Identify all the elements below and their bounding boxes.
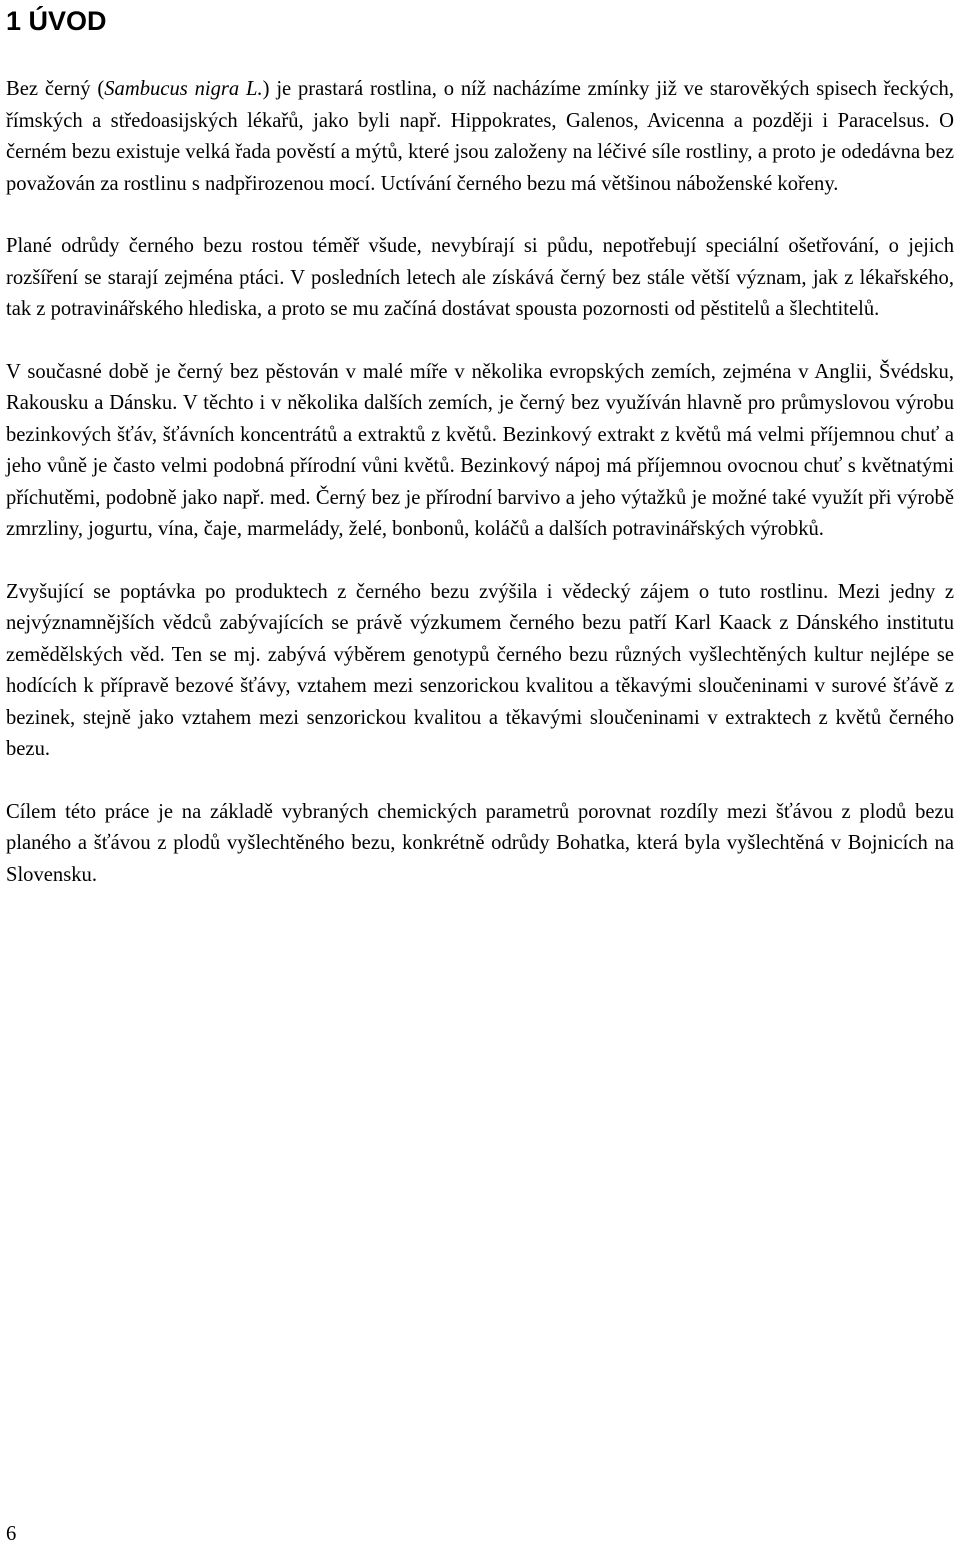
latin-name: Sambucus nigra L. bbox=[104, 78, 263, 100]
section-heading: 1 ÚVOD bbox=[6, 6, 107, 36]
paragraph-aim: Cílem této práce je na základě vybraných chemických parametrů porovnat rozdíly mezi šťávou z plodů bezu planého a šťávou z plodů vyšlechtěného bezu, konkrétně odrůdy Bohatka, která byla vyšlechtěná v Bojnicích na Slovensku. bbox=[6, 800, 954, 886]
paragraph-intro-text-rest: ) je prastará rostlina, o níž nacházíme zmínky již ve starověkých spisech řeckých, římských a středoasijských lékařů, jako byli např. Hippokrates, Galenos, Avicenna a později i Paracelsus. O černém bezu existuje velká řada pověstí a mýtů, které jsou založeny na léčivé síle rostliny, a proto je odedávna bez považován za rostlinu s nadpřirozenou mocí. Uctívání černého bezu má většinou náboženské kořeny. bbox=[6, 78, 954, 195]
paragraph-intro-text-start: Bez černý ( bbox=[6, 78, 105, 100]
paragraph-wild-varieties: Plané odrůdy černého bezu rostou téměř všude, nevybírají si půdu, nepotřebují speciální ošetřování, o jejich rozšíření se starají zejména ptáci. V posledních letech ale získává černý bez stále větší význam, jak z lékařského, tak z potravinářského hlediska, a proto se mu začíná dostávat spousta pozornosti od pěstitelů a šlechtitelů. bbox=[6, 235, 954, 320]
page-number: 6 bbox=[6, 1523, 17, 1545]
document-page bbox=[6, 0, 954, 891]
paragraph-intro bbox=[6, 74, 954, 200]
paragraph-cultivation: V současné době je černý bez pěstován v malé míře v několika evropských zemích, zejména v Anglii, Švédsku, Rakousku a Dánsku. V těchto i v několika dalších zemích, je černý bez využíván hlavně pro průmyslovou výrobu bezinkových šťáv, šťávních koncentrátů a extraktů z květů. Bezinkový extrakt z květů má velmi příjemnou chuť a jeho vůně je často velmi podobná přírodní vůni květů. Bezinkový nápoj má příjemnou ovocnou chuť s květnatými příchutěmi, podobně jako např. med. Černý bez je přírodní barvivo a jeho výtažků je možné také využít při výrobě zmrzliny, jogurtu, vína, čaje, marmelády, želé, bonbonů, koláčů a dalších potravinářských výrobků. bbox=[6, 360, 954, 540]
paragraph-research: Zvyšující se poptávka po produktech z černého bezu zvýšila i vědecký zájem o tuto rostlinu. Mezi jedny z nejvýznamnějších vědců zabývajících se právě výzkumem černého bezu patří Karl Kaack z Dánského institutu zemědělských věd. Ten se mj. zabývá výběrem genotypů černého bezu různých vyšlechtěných kultur nejlépe se hodících k přípravě bezové šťávy, vztahem mezi senzorickou kvalitou a těkavými sloučeninami v surové šťávě z bezinek, stejně jako vztahem mezi senzorickou kvalitou a těkavými sloučeninami v extraktech z květů černého bezu. bbox=[6, 580, 954, 760]
